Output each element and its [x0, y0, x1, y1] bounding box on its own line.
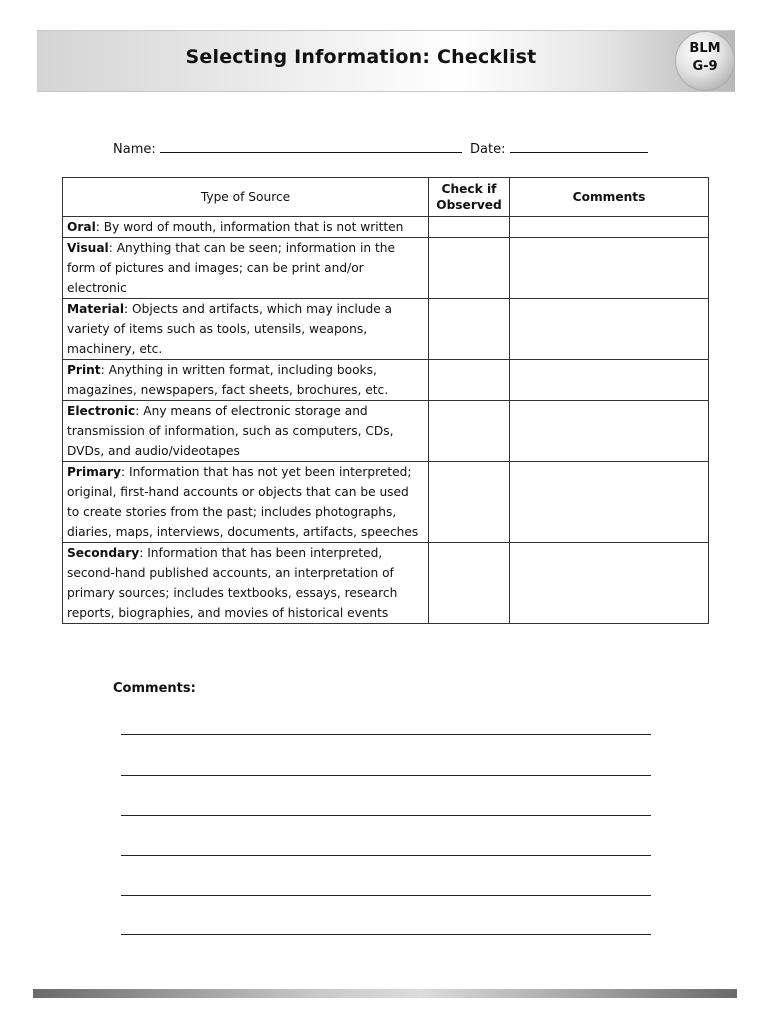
page-title: Selecting Information: Checklist	[185, 46, 537, 68]
footer-band	[33, 989, 737, 998]
table-row	[63, 238, 709, 299]
source-term: Print	[67, 363, 101, 377]
source-cell	[63, 238, 429, 299]
comment-line[interactable]	[121, 934, 651, 935]
date-field[interactable]	[470, 140, 648, 157]
check-cell[interactable]	[429, 360, 510, 401]
check-cell[interactable]	[429, 462, 510, 543]
source-term: Oral	[67, 220, 96, 234]
header-type-of-source: Type of Source	[63, 178, 429, 217]
check-cell[interactable]	[429, 401, 510, 462]
source-desc: : Information that has not yet been interpreted; original, first-hand accounts or objects that can be used to create stories from the past; includes photographs, diaries, maps, interviews, documents, artifacts, speeches	[67, 465, 419, 539]
table-row	[63, 543, 709, 624]
source-desc: : Objects and artifacts, which may include a variety of items such as tools, utensils, weapons, machinery, etc.	[67, 302, 393, 356]
check-cell[interactable]	[429, 217, 510, 238]
comment-line[interactable]	[121, 895, 651, 896]
table-row	[63, 462, 709, 543]
table-row	[63, 401, 709, 462]
date-label: Date:	[470, 142, 506, 157]
name-field[interactable]	[113, 140, 462, 157]
name-label: Name:	[113, 142, 156, 157]
check-cell[interactable]	[429, 299, 510, 360]
table-header-row	[63, 178, 709, 217]
table-row	[63, 217, 709, 238]
comment-cell[interactable]	[510, 360, 709, 401]
source-cell	[63, 543, 429, 624]
comments-label: Comments:	[113, 681, 196, 696]
blm-badge	[676, 32, 734, 90]
comment-line[interactable]	[121, 855, 651, 856]
check-cell[interactable]	[429, 543, 510, 624]
comment-cell[interactable]	[510, 462, 709, 543]
table-row	[63, 299, 709, 360]
comment-cell[interactable]	[510, 217, 709, 238]
sources-table	[62, 177, 709, 624]
comment-cell[interactable]	[510, 238, 709, 299]
source-desc: : Any means of electronic storage and transmission of information, such as computers, CDs, DVDs, and audio/videotapes	[67, 404, 394, 458]
name-line[interactable]	[160, 140, 462, 153]
comment-cell[interactable]	[510, 543, 709, 624]
date-line[interactable]	[510, 140, 648, 153]
header-check-if-observed: Check if Observed	[429, 178, 510, 217]
header-comments: Comments	[510, 178, 709, 217]
comment-line[interactable]	[121, 775, 651, 776]
table-row	[63, 360, 709, 401]
source-cell	[63, 462, 429, 543]
source-cell	[63, 401, 429, 462]
source-cell	[63, 360, 429, 401]
source-desc: : By word of mouth, information that is not written	[95, 220, 404, 234]
source-desc: : Anything that can be seen; information in the form of pictures and images; can be print and/or electronic	[67, 241, 395, 295]
source-term: Material	[67, 302, 125, 316]
comment-line[interactable]	[121, 734, 651, 735]
source-desc: : Information that has been interpreted, second-hand published accounts, an interpretation of primary sources; includes textbooks, essays, research reports, biographies, and movies of historical events	[67, 546, 398, 620]
badge-line-1: BLM	[689, 41, 721, 56]
source-desc: : Anything in written format, including books, magazines, newspapers, fact sheets, brochures, etc.	[67, 363, 389, 397]
source-term: Secondary	[67, 546, 140, 560]
source-term: Electronic	[67, 404, 136, 418]
badge-line-2: G-9	[692, 59, 718, 74]
comment-line[interactable]	[121, 815, 651, 816]
source-cell	[63, 299, 429, 360]
check-cell[interactable]	[429, 238, 510, 299]
comment-cell[interactable]	[510, 401, 709, 462]
source-term: Visual	[67, 241, 109, 255]
source-term: Primary	[67, 465, 121, 479]
comment-cell[interactable]	[510, 299, 709, 360]
source-cell	[63, 217, 429, 238]
